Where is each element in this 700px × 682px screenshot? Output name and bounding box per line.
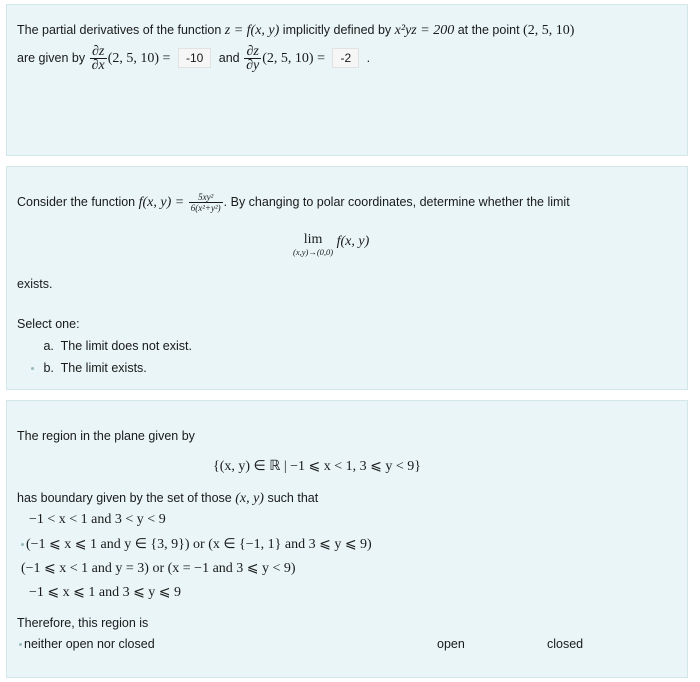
q1-and-text: and — [218, 51, 240, 65]
q3-therefore-text: Therefore, this region is — [17, 616, 149, 630]
q1-at-text: at the point — [457, 23, 520, 37]
option-a[interactable] — [31, 337, 192, 355]
dz-numerator-2: ∂z — [244, 45, 261, 59]
q1-line-1 — [17, 21, 574, 40]
q1-mid-text: implicitly defined by — [282, 23, 392, 37]
answer-dzdx-field[interactable]: -10 — [178, 48, 211, 68]
option-b-text: The limit exists. — [60, 361, 147, 375]
boundary-choice-4[interactable]: −1 ⩽ x ⩽ 1 and 3 ⩽ y ⩽ 9 — [29, 585, 182, 600]
q3-lead-text: The region in the plane given by — [17, 429, 195, 443]
choice-2-marker-icon — [21, 543, 24, 546]
lim-word: lim — [303, 232, 323, 247]
dz-numerator: ∂z — [90, 45, 107, 59]
option-b-letter: b. — [43, 361, 54, 375]
lim-function: f(x, y) — [336, 234, 370, 249]
limit-operator — [293, 233, 333, 257]
q2-exists-text: exists. — [17, 277, 53, 291]
dx-denominator: ∂x — [91, 58, 105, 74]
radio-a-icon[interactable] — [31, 345, 34, 348]
boundary-choice-2[interactable] — [21, 536, 372, 554]
q1-given-by-text: are given by — [17, 51, 86, 65]
lim-subscript: (x,y)→(0,0) — [293, 247, 334, 257]
boundary-choice-1[interactable]: −1 < x < 1 and 3 < y < 9 — [29, 512, 166, 527]
boundary-choice-2-text: (−1 ⩽ x ⩽ 1 and y ∈ {3, 9}) or (x ∈ {−1, 1} and 3 ⩽ y ⩽ 9) — [26, 537, 372, 552]
q2-line-1 — [17, 187, 570, 218]
option-a-text: The limit does not exist. — [60, 339, 192, 353]
dy-denominator: ∂y — [246, 58, 260, 74]
q3-region-set: {(x, y) ∈ ℝ | −1 ⩽ x < 1, 3 ⩽ y < 9} — [213, 459, 421, 474]
option-b[interactable] — [31, 359, 147, 377]
q1-args-x: (2, 5, 10) = — [107, 51, 171, 66]
option-a-letter: a. — [43, 339, 54, 353]
q1-point: (2, 5, 10) — [523, 23, 575, 38]
q2-fxy: f(x, y) = — [138, 195, 185, 210]
q2-limit-expression — [293, 233, 369, 257]
q3-such-that: such that — [267, 491, 319, 505]
q2-lead-text: Consider the function — [17, 195, 136, 209]
radio-b-icon[interactable] — [31, 367, 34, 370]
answer-dzdy-field[interactable]: -2 — [332, 48, 359, 68]
boundary-choice-3[interactable]: (−1 ⩽ x < 1 and y = 3) or (x = −1 and 3 ⩽ y < 9) — [21, 561, 296, 576]
question-3-panel — [6, 400, 688, 678]
answer-closed[interactable]: closed — [547, 637, 584, 651]
select-one-label: Select one: — [17, 317, 80, 331]
q2-rest-text: . By changing to polar coordinates, determine whether the limit — [223, 195, 570, 209]
q1-function: z = f(x, y) — [224, 23, 280, 38]
answer-neither-marker-icon — [19, 643, 22, 646]
q1-lead-text: The partial derivatives of the function — [17, 23, 222, 37]
q1-period: . — [366, 51, 371, 65]
q1-line-2 — [17, 43, 370, 74]
q1-args-y: (2, 5, 10) = — [262, 51, 325, 66]
q3-boundary-line — [17, 489, 318, 508]
answer-neither[interactable] — [19, 635, 155, 653]
q2-numerator: 5xy² — [189, 192, 223, 203]
question-2-panel — [6, 166, 688, 390]
q3-boundary-text: has boundary given by the set of those — [17, 491, 232, 505]
dz-dx-fraction — [90, 45, 107, 72]
answer-open[interactable]: open — [437, 637, 465, 651]
q3-xy: (x, y) — [235, 491, 264, 506]
dz-dy-fraction — [244, 45, 261, 72]
question-1-panel — [6, 4, 688, 156]
q2-denominator: 6(x²+y²) — [190, 203, 221, 214]
q1-equation: x²yz = 200 — [394, 23, 455, 38]
q2-function-fraction — [189, 192, 223, 213]
answer-neither-text: neither open nor closed — [24, 637, 155, 651]
